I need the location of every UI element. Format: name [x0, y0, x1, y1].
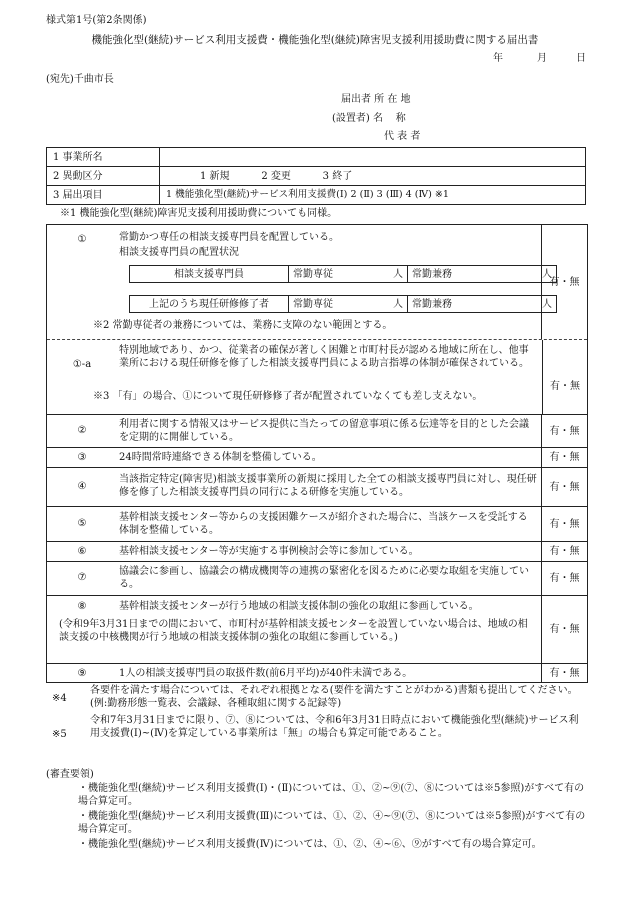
review-heading: (審査要領) [46, 769, 94, 780]
requirement-row-1 [47, 225, 587, 339]
table-row [130, 266, 557, 283]
yes-no-selector[interactable]: 有・無 [541, 468, 587, 506]
note-2: ※2 常勤専従者の兼務については、業務に支障のない範囲とする。 [93, 320, 393, 331]
item-number: ⑧ [77, 601, 87, 612]
requirement-text: 24時間常時連絡できる体制を整備している。 [119, 452, 322, 463]
item-label: 3 届出項目 [47, 186, 160, 205]
item-options[interactable]: 1 機能強化型(継続)サービス利用支援費(Ⅰ) 2 (Ⅱ) 3 (Ⅲ) 4 (Ⅳ) ※1 [160, 186, 586, 205]
review-item-1: ・機能強化型(継続)サービス利用支援費(Ⅰ)・(Ⅱ)については、①、②~⑨(⑦、⑧については※5参照)がすべて有の場合算定可。 [78, 783, 585, 807]
staff-row-label: 上記のうち現任研修修了者 [130, 296, 289, 313]
table-row [47, 186, 586, 205]
yes-no-selector[interactable]: 有・無 [541, 562, 587, 595]
addressee: (宛先)千曲市長 [46, 74, 114, 85]
item-number: ③ [77, 452, 87, 463]
staff-table [129, 265, 557, 283]
full-time-dedicated-label: 常勤専従 [289, 296, 378, 313]
yes-no-selector[interactable]: 有・無 [542, 340, 587, 414]
requirement-row-5 [47, 506, 587, 541]
yes-no-selector[interactable]: 有・無 [541, 225, 587, 339]
yes-no-selector[interactable]: 有・無 [541, 507, 587, 541]
date-year: 年 [493, 53, 503, 64]
table-row [47, 148, 586, 167]
note-3: ※3 「有」の場合、①について現任研修修了者が配置されていなくても差し支えない。 [93, 391, 483, 402]
date-month: 月 [537, 53, 547, 64]
requirement-text: 常勤かつ専任の相談支援専門員を配置している。 [119, 232, 339, 243]
item-number: ④ [77, 481, 87, 492]
requirement-text: 当該指定特定(障害児)相談支援事業所の新規に採用した全ての相談支援専門員に対し、現任研修を修了した相談支援専門員の同行による研修を実施している。 [119, 474, 537, 498]
requirement-text: 基幹相談支援センター等が実施する事例検討会等に参加している。 [119, 546, 419, 557]
requirement-row-6 [47, 541, 587, 561]
requirement-row-9 [47, 663, 587, 682]
facility-name-value[interactable] [160, 148, 586, 167]
change-type-label: 2 異動区分 [47, 167, 160, 186]
trained-staff-table [129, 295, 557, 313]
item-number: ⑥ [77, 546, 87, 557]
full-time-concurrent-label: 常勤兼務 [408, 266, 497, 283]
applicant-rep-label: 代 表 者 [384, 131, 421, 142]
requirement-row-8 [47, 595, 587, 663]
requirements-table [46, 224, 588, 683]
requirement-row-3 [47, 447, 587, 467]
note-5-mark: ※5 [52, 729, 67, 740]
change-type-options[interactable]: 1 新規 2 変更 3 終了 [160, 167, 586, 186]
table-row [47, 167, 586, 186]
requirement-row-4 [47, 467, 587, 506]
count-unit[interactable]: 人 [377, 266, 408, 283]
note-4-text: 各要件を満たす場合については、それぞれ根拠となる(要件を満たすことがわかる)書類も提出してください。(例:勤務形態一覧表、会議録、各種取組に関する記録等) [90, 685, 578, 709]
note-4-mark: ※4 [52, 693, 67, 704]
applicant-address-label: 届出者 所 在 地 [341, 94, 411, 105]
requirement-text: 1人の相談支援専門員の取扱件数(前6月平均)が40件未満である。 [119, 668, 413, 679]
form-number: 様式第1号(第2条関係) [46, 15, 147, 26]
note-1: ※1 機能強化型(継続)障害児支援利用援助費についても同様。 [60, 208, 338, 219]
item-number: ⑦ [77, 572, 87, 583]
date-day: 日 [576, 53, 586, 64]
facility-name-label: 1 事業所名 [47, 148, 160, 167]
item-number: ①-a [72, 359, 92, 370]
item-number: ② [77, 425, 87, 436]
item-number: ⑨ [77, 668, 87, 679]
yes-no-selector[interactable]: 有・無 [541, 415, 587, 447]
item-number: ① [77, 234, 87, 245]
count-unit[interactable]: 人 [496, 296, 557, 313]
review-item-3: ・機能強化型(継続)サービス利用支援費(Ⅳ)については、①、②、④~⑥、⑨がすべて有の場合算定可。 [78, 839, 542, 850]
requirement-row-2 [47, 414, 587, 447]
full-time-dedicated-label: 常勤専従 [289, 266, 378, 283]
yes-no-selector[interactable]: 有・無 [541, 596, 587, 663]
count-unit[interactable]: 人 [496, 266, 557, 283]
full-time-concurrent-label: 常勤兼務 [408, 296, 497, 313]
document-title: 機能強化型(継続)サービス利用支援費・機能強化型(継続)障害児支援利用援助費に関する届出書 [91, 34, 539, 46]
requirement-text: 協議会に参画し、協議会の構成機関等の連携の緊密化を図るために必要な取組を実施している。 [119, 566, 529, 590]
yes-no-selector[interactable]: 有・無 [541, 542, 587, 561]
staff-row-label: 相談支援専門員 [130, 266, 289, 283]
yes-no-selector[interactable]: 有・無 [541, 448, 587, 467]
application-summary-table [46, 147, 586, 205]
staffing-heading: 相談支援専門員の配置状況 [119, 247, 239, 258]
requirement-row-1a [47, 339, 587, 414]
requirement-text: 利用者に関する情報又はサービス提供に当たっての留意事項に係る伝達等を目的とした会議を定期的に開催している。 [119, 419, 529, 443]
count-unit[interactable]: 人 [377, 296, 408, 313]
note-5-text: 令和7年3月31日までに限り、⑦、⑧については、令和6年3月31日時点において機能強化型(継続)サービス利用支援費(Ⅰ)~(Ⅳ)を算定している事業所は「無」の場合も算定可能であること。 [90, 715, 579, 739]
item-number: ⑤ [77, 518, 87, 529]
transitional-condition: (令和9年3月31日までの間において、市町村が基幹相談支援センターを設置していない場合は、地域の相談支援の中核機関が行う地域の相談支援体制の強化の取組に参画している。) [59, 619, 528, 643]
requirement-text: 基幹相談支援センター等からの支援困難ケースが紹介された場合に、当該ケースを受託する体制を整備している。 [119, 512, 528, 536]
requirement-text: 基幹相談支援センターが行う地域の相談支援体制の強化の取組に参画している。 [119, 601, 479, 612]
yes-no-selector[interactable]: 有・無 [541, 664, 587, 682]
requirement-row-7 [47, 561, 587, 595]
table-row [130, 296, 557, 313]
requirement-text: 特別地域であり、かつ、従業者の確保が著しく困難と市町村長が認める地域に所在し、他事業所における現任研修を修了した相談支援専門員による助言指導の体制が確保されている。 [119, 345, 529, 369]
review-item-2: ・機能強化型(継続)サービス利用支援費(Ⅲ)については、①、②、④~⑨(⑦、⑧については※5参照)がすべて有の場合算定可。 [78, 811, 586, 835]
applicant-name-label: (設置者) 名 称 [332, 113, 406, 124]
